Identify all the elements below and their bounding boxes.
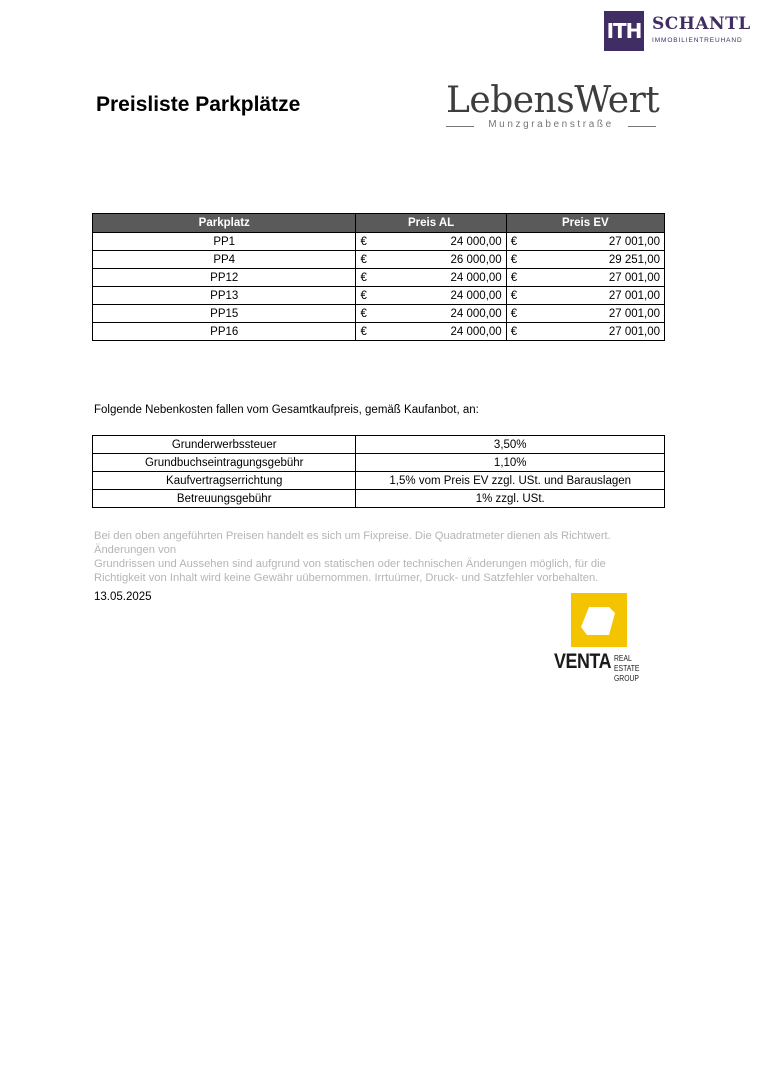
parking-spot-name: PP1	[93, 233, 356, 251]
preis-al-value: 24 000,00	[450, 271, 502, 284]
currency-symbol: €	[510, 325, 518, 338]
preis-al-value: 24 000,00	[450, 235, 502, 248]
logo-divider-right	[628, 126, 656, 127]
column-header-parkplatz: Parkplatz	[93, 214, 356, 233]
schantl-logo	[604, 11, 754, 51]
parking-spot-name: PP16	[93, 323, 356, 341]
lebenswert-logo-subtitle: Munzgrabenstraße	[488, 119, 614, 130]
parking-spot-name: PP12	[93, 269, 356, 287]
cost-row	[93, 490, 665, 508]
venta-logo	[554, 593, 666, 683]
parking-spot-name: PP4	[93, 251, 356, 269]
preis-al-cell	[356, 287, 506, 305]
schantl-logo-name: SCHANTL	[652, 14, 751, 34]
currency-symbol: €	[510, 253, 518, 266]
price-table-body	[93, 233, 665, 341]
currency-symbol: €	[360, 289, 367, 302]
preis-al-value: 26 000,00	[450, 253, 502, 266]
preis-ev-cell	[506, 233, 664, 251]
costs-intro-text: Folgende Nebenkosten fallen vom Gesamtkaufpreis, gemäß Kaufanbot, an:	[94, 404, 479, 416]
cost-label: Betreuungsgebühr	[93, 490, 356, 508]
currency-symbol: €	[360, 235, 367, 248]
preis-ev-value: 27 001,00	[608, 271, 660, 284]
disclaimer-line: Richtigkeit von Inhalt wird keine Gewähr uübernommen. Irrtuümer, Druck- und Satzfehler vorbehalten.	[94, 572, 599, 584]
preis-al-cell	[356, 233, 506, 251]
currency-symbol: €	[510, 289, 518, 302]
preis-ev-cell	[506, 251, 664, 269]
column-header-preis-ev: Preis EV	[506, 214, 664, 233]
currency-symbol: €	[360, 307, 367, 320]
venta-logo-sub-line: REAL ESTATE	[614, 653, 640, 673]
preis-al-value: 24 000,00	[450, 289, 502, 302]
cost-value: 1% zzgl. USt.	[356, 490, 665, 508]
parking-spot-name: PP13	[93, 287, 356, 305]
cost-label: Kaufvertragserrichtung	[93, 472, 356, 490]
cost-row	[93, 436, 665, 454]
lebenswert-logo	[440, 80, 662, 136]
cost-value: 1,10%	[356, 454, 665, 472]
preis-al-cell	[356, 269, 506, 287]
currency-symbol: €	[510, 271, 518, 284]
currency-symbol: €	[360, 253, 367, 266]
costs-table-body	[93, 436, 665, 508]
cost-row	[93, 454, 665, 472]
preis-ev-cell	[506, 287, 664, 305]
disclaimer-line: Bei den oben angeführten Preisen handelt es sich um Fixpreise. Die Quadratmeter dienen als Richtwert.	[94, 530, 611, 542]
preis-al-cell	[356, 323, 506, 341]
currency-symbol: €	[510, 307, 518, 320]
page-title: Preisliste Parkplätze	[96, 93, 301, 116]
disclaimer-line: Änderungen von	[94, 544, 177, 556]
preis-al-value: 24 000,00	[450, 325, 502, 338]
parking-spot-name: PP15	[93, 305, 356, 323]
venta-logo-mark-icon	[571, 593, 627, 647]
currency-symbol: €	[360, 325, 367, 338]
preis-ev-cell	[506, 305, 664, 323]
cost-value: 1,5% vom Preis EV zzgl. USt. und Barauslagen	[356, 472, 665, 490]
preis-al-cell	[356, 305, 506, 323]
logo-divider-left	[446, 126, 474, 127]
cost-label: Grundbuchseintragungsgebühr	[93, 454, 356, 472]
price-table-row	[93, 323, 665, 341]
preis-al-cell	[356, 251, 506, 269]
venta-logo-sub-line: GROUP	[614, 673, 639, 683]
cost-value: 3,50%	[356, 436, 665, 454]
currency-symbol: €	[360, 271, 367, 284]
price-table-row	[93, 233, 665, 251]
price-table-row	[93, 269, 665, 287]
disclaimer	[94, 529, 654, 585]
document-date: 13.05.2025	[94, 591, 152, 603]
preis-ev-value: 29 251,00	[608, 253, 660, 266]
preis-ev-value: 27 001,00	[608, 235, 660, 248]
price-table-row	[93, 305, 665, 323]
cost-row	[93, 472, 665, 490]
venta-logo-name: VENTA	[554, 650, 612, 673]
cost-label: Grunderwerbssteuer	[93, 436, 356, 454]
preis-al-value: 24 000,00	[450, 307, 502, 320]
preis-ev-cell	[506, 269, 664, 287]
preis-ev-value: 27 001,00	[608, 289, 660, 302]
venta-logo-subtitle	[614, 653, 656, 683]
lebenswert-logo-word: LebensWert	[446, 80, 660, 121]
column-header-preis-al: Preis AL	[356, 214, 506, 233]
price-table-row	[93, 287, 665, 305]
costs-table	[92, 435, 665, 508]
currency-symbol: €	[510, 235, 518, 248]
preis-ev-value: 27 001,00	[608, 325, 660, 338]
schantl-logo-mark: ITH	[604, 11, 644, 51]
price-table	[92, 213, 665, 341]
schantl-logo-subtitle: IMMOBILIENTREUHAND	[652, 37, 743, 44]
preis-ev-value: 27 001,00	[608, 307, 660, 320]
price-table-header	[93, 214, 665, 233]
price-table-row	[93, 251, 665, 269]
preis-ev-cell	[506, 323, 664, 341]
disclaimer-line: Grundrissen und Aussehen sind aufgrund von statischen oder technischen Änderungen möglich, für die	[94, 558, 606, 570]
